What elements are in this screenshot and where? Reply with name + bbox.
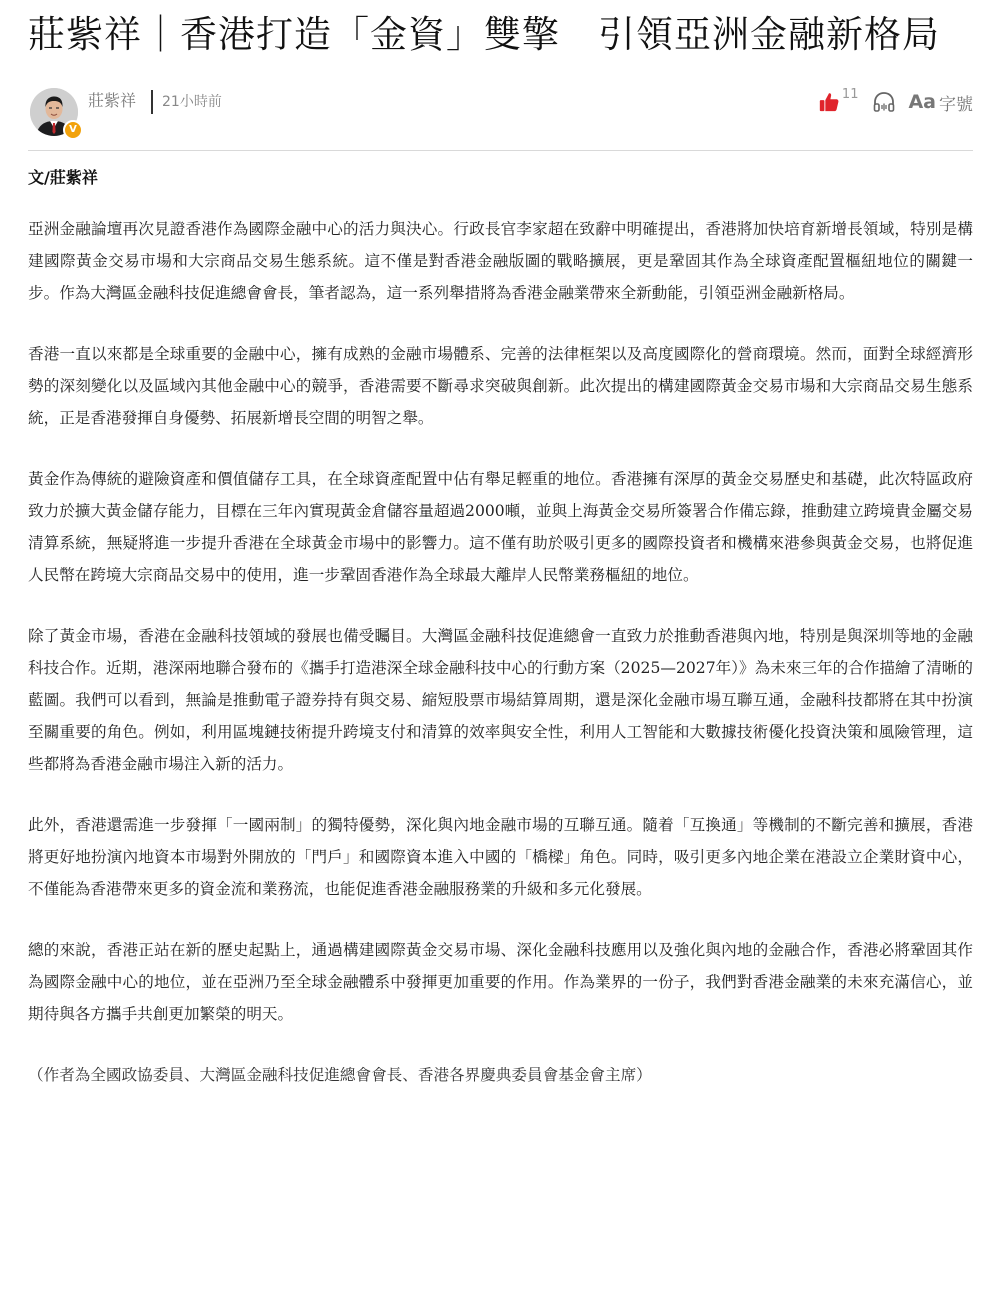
article-paragraph: 亞洲金融論壇再次見證香港作為國際金融中心的活力與決心。行政長官李家超在致辭中明確提出，香港將加快培育新增長領域，特別是構建國際黃金交易市場和大宗商品交易生態系統。這不僅是對香港金融版圖的戰略擴展，更是鞏固其作為全球資產配置樞紐地位的關鍵一步。作為大灣區金融科技促進總會會長，筆者認為，這一系列舉措將為香港金融業帶來全新動能，引領亞洲金融新格局。: [28, 220, 973, 302]
like-button[interactable]: [818, 87, 859, 113]
font-size-label: 字號: [939, 94, 973, 115]
author-footnote: （作者為全國政協委員、大灣區金融科技促進總會會長、香港各界慶典委員會基金會主席）: [28, 1066, 652, 1084]
article-paragraph: 總的來說，香港正站在新的歷史起點上，通過構建國際黃金交易市場、深化金融科技應用以及強化與內地的金融合作，香港必將鞏固其作為國際金融中心的地位，並在亞洲乃至全球金融體系中發揮更加重要的作用。作為業界的一份子，我們對香港金融業的未來充滿信心，並期待與各方攜手共創更加繁榮的明天。: [28, 941, 973, 1023]
author-name[interactable]: 莊紫祥: [88, 91, 137, 110]
article-paragraph: 香港一直以來都是全球重要的金融中心，擁有成熟的金融市場體系、完善的法律框架以及高度國際化的營商環境。然而，面對全球經濟形勢的深刻變化以及區域內其他金融中心的競爭，香港需要不斷尋求突破與創新。此次提出的構建國際黃金交易市場和大宗商品交易生態系統，正是香港發揮自身優勢、拓展新增長空間的明智之舉。: [28, 345, 973, 427]
article-body: [28, 213, 973, 1091]
article-byline: 文/莊紫祥: [28, 168, 98, 187]
font-size-icon: Aa: [908, 91, 936, 113]
article-paragraph: 黃金作為傳統的避險資產和價值儲存工具，在全球資產配置中佔有舉足輕重的地位。香港擁有深厚的黃金交易歷史和基礎，此次特區政府致力於擴大黃金儲存能力，目標在三年內實現黃金倉儲容量超過2000噸，並與上海黃金交易所簽署合作備忘錄，推動建立跨境貴金屬交易清算系統，無疑將進一步提升香港在全球黃金市場中的影響力。這不僅有助於吸引更多的國際投資者和機構來港參與黃金交易，也將促進人民幣在跨境大宗商品交易中的使用，進一步鞏固香港作為全球最大離岸人民幣業務樞紐的地位。: [28, 470, 973, 584]
verified-badge-icon: V: [63, 120, 83, 140]
article-meta-bar: [28, 84, 973, 151]
article-paragraph: 除了黃金市場，香港在金融科技領域的發展也備受矚目。大灣區金融科技促進總會一直致力於推動香港與內地，特別是與深圳等地的金融科技合作。近期，港深兩地聯合發布的《攜手打造港深全球金融科技中心的行動方案（2025—2027年）》為未來三年的合作描繪了清晰的藍圖。我們可以看到，無論是推動電子證券持有與交易、縮短股票市場結算周期，還是深化金融市場互聯互通，金融科技都將在其中扮演至關重要的角色。例如，利用區塊鏈技術提升跨境支付和清算的效率與安全性，利用人工智能和大數據技術優化投資決策和風險管理，這些都將為香港金融市場注入新的活力。: [28, 627, 973, 773]
meta-divider: [151, 90, 153, 114]
listen-button[interactable]: [872, 90, 896, 114]
article-tools: [818, 88, 973, 116]
font-size-button[interactable]: [908, 90, 973, 115]
article-paragraph: 此外，香港還需進一步發揮「一國兩制」的獨特優勢，深化與內地金融市場的互聯互通。隨着「互換通」等機制的不斷完善和擴展，香港將更好地扮演內地資本市場對外開放的「門戶」和國際資本進入中國的「橋樑」角色。同時，吸引更多內地企業在港設立企業財資中心，不僅能為香港帶來更多的資金流和業務流，也能促進香港金融服務業的升級和多元化發展。: [28, 816, 973, 898]
article-title: 莊紫祥｜香港打造「金資」雙擎 引領亞洲金融新格局: [28, 13, 940, 56]
headphones-icon: [872, 90, 896, 114]
publish-time: 21小時前: [162, 94, 222, 110]
thumbs-up-icon: [818, 91, 840, 113]
like-count: 11: [841, 87, 859, 102]
